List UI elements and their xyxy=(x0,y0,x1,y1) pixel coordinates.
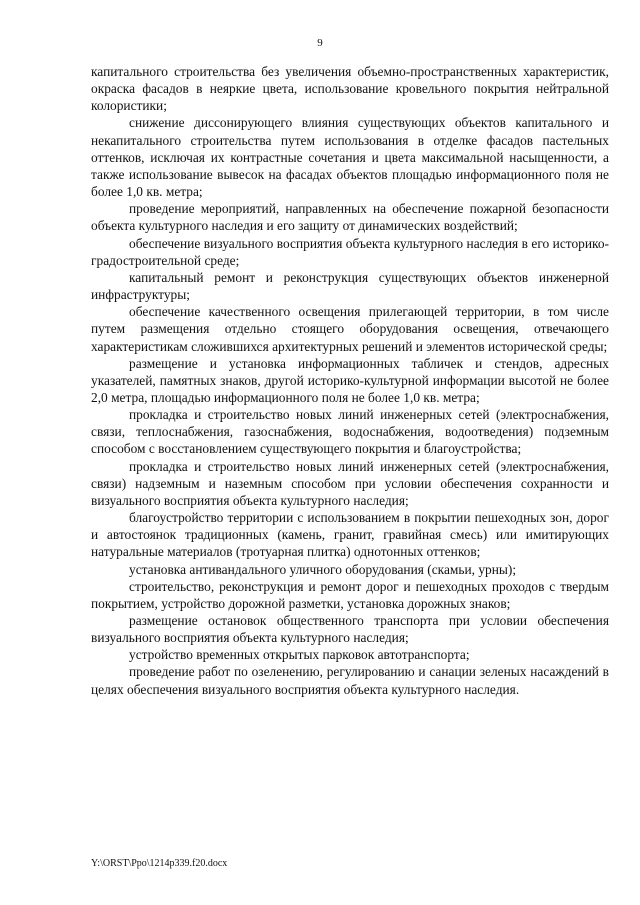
page-number: 9 xyxy=(317,37,323,49)
paragraph-continuation: капитального строительства без увеличения объемно-пространственных характеристик, окраска фасадов в неяркие цвета, использование кровельного покрытия нейтральной колористики; xyxy=(91,64,609,114)
paragraph: размещение остановок общественного транспорта при условии обеспечения визуального восприятия объекта культурного наследия; xyxy=(91,613,609,646)
paragraph: капитальный ремонт и реконструкция существующих объектов инженерной инфраструктуры; xyxy=(91,269,609,303)
footer-file-path: Y:\ORST\Ppo\1214p339.f20.docx xyxy=(91,858,228,869)
paragraph: снижение диссонирующего влияния существующих объектов капитального и некапитального строительства путем использования в отделке фасадов пастельных оттенков, исключая их контрастные сочетания и цвета максимальной насыщенности, а также использование вывесок на фасадах объектов площадью информационного поля не более 1,0 кв. метра; xyxy=(91,115,609,200)
paragraph: установка антивандального уличного оборудования (скамьи, урны); xyxy=(129,561,517,577)
paragraph: устройство временных открытых парковок автотранспорта; xyxy=(129,647,470,663)
paragraph: строительство, реконструкция и ремонт дорог и пешеходных проходов с твердым покрытием, устройство дорожной разметки, установка дорожных знаков; xyxy=(91,578,609,611)
paragraph: прокладка и строительство новых линий инженерных сетей (электроснабжения, связи) надземным и наземным способом при условии обеспечения сохранности и визуального восприятия объекта культурного наследия; xyxy=(91,458,609,508)
paragraph: размещение и установка информационных табличек и стендов, адресных указателей, памятных знаков, другой историко-культурной информации высотой не более 2,0 метра, площадью информационного поля не более 1,0 кв. метра; xyxy=(91,355,609,405)
paragraph: проведение мероприятий, направленных на обеспечение пожарной безопасности объекта культурного наследия и его защиту от динамических воздействий; xyxy=(91,201,609,234)
paragraph: обеспечение качественного освещения прилегающей территории, в том числе путем размещения отдельно стоящего оборудования освещения, отвечающего характеристикам сложившихся архитектурных решений и элементов исторической среды; xyxy=(91,304,609,354)
paragraph: проведение работ по озеленению, регулированию и санации зеленых насаждений в целях обеспечения визуального восприятия объекта культурного наследия. xyxy=(91,664,609,697)
paragraph: благоустройство территории с использованием в покрытии пешеходных зон, дорог и автостоянок традиционных (камень, гранит, гравийная смесь) или имитирующих натуральные материалов (тротуарная плитка) однотонных оттенков; xyxy=(91,510,609,560)
paragraph: обеспечение визуального восприятия объекта культурного наследия в его историко-градостроительной среде; xyxy=(91,235,609,268)
document-body xyxy=(91,63,609,698)
paragraph: прокладка и строительство новых линий инженерных сетей (электроснабжения, связи, теплоснабжения, газоснабжения, водоснабжения, водоотведения) подземным способом с восстановлением существующего покрытия и благоустройства; xyxy=(91,407,609,457)
